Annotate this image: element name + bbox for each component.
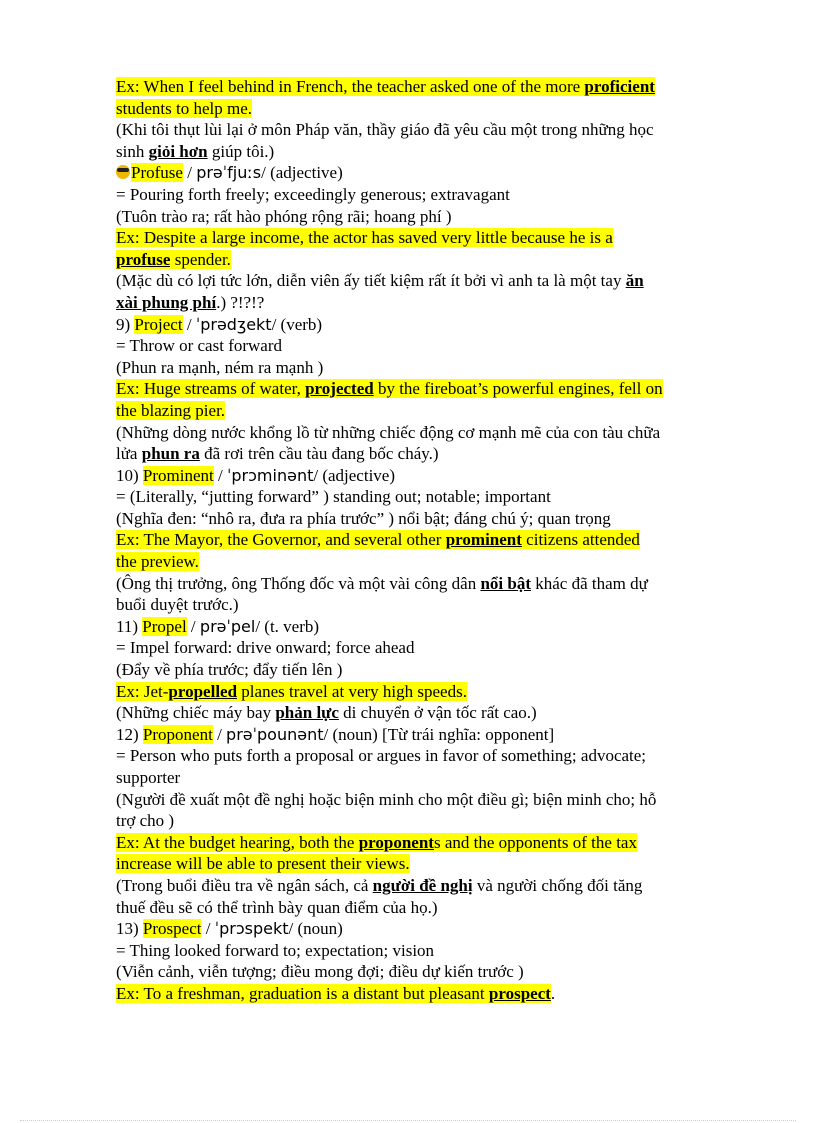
text-line <box>116 184 741 206</box>
text-line <box>116 227 741 249</box>
text-segment: / (noun) [Từ trái nghĩa: opponent] <box>323 724 555 744</box>
text-segment: = Person who puts forth a proposal or argues in favor of something; advocate; <box>116 746 647 766</box>
text-segment: . <box>550 983 556 1003</box>
text-segment: (Nghĩa đen: “nhô ra, đưa ra phía trước” ) nổi bật; đáng chú ý; quan trọng <box>116 508 611 528</box>
text-segment: Ex: At the budget hearing, both the <box>116 832 359 852</box>
text-line <box>116 724 741 746</box>
keyword-text: xài phung phí <box>116 292 217 312</box>
text-line <box>116 119 741 141</box>
keyword-text: người đề nghị <box>372 875 473 895</box>
keyword-text: prospect <box>488 983 551 1003</box>
text-segment: spender. <box>170 249 231 269</box>
text-segment: = Impel forward: drive onward; force ahead <box>116 638 415 658</box>
text-segment: 10) <box>116 465 143 485</box>
text-segment: Proponent <box>142 724 213 744</box>
text-segment: khác đã tham dự <box>531 573 648 593</box>
keyword-text: phun ra <box>141 444 200 464</box>
text-segment: 13) <box>116 919 143 939</box>
text-line <box>116 249 741 271</box>
keyword-text: profuse <box>116 249 171 269</box>
text-segment: giúp tôi.) <box>207 141 275 161</box>
text-segment: / <box>182 163 197 183</box>
text-segment: (Viễn cảnh, viễn tượng; điều mong đợi; điều dự kiến trước ) <box>116 962 524 982</box>
text-line <box>116 594 741 616</box>
text-segment: supporter <box>116 768 181 787</box>
text-line <box>116 486 741 508</box>
text-segment: và người chống đối tăng <box>472 875 643 895</box>
text-line <box>116 76 741 98</box>
text-line <box>116 983 741 1005</box>
text-segment: / (noun) <box>288 919 343 939</box>
text-line <box>116 292 741 314</box>
text-segment: Ex: When I feel behind in French, the teacher asked one of the more <box>116 77 585 96</box>
text-segment: = Pouring forth freely; exceedingly generous; extravagant <box>116 184 510 204</box>
text-segment: Profuse <box>131 163 183 183</box>
text-segment: thuế đều sẽ có thể trình bày quan điểm của họ.) <box>116 897 438 917</box>
text-segment: buổi duyệt trước.) <box>116 595 239 615</box>
text-segment: / <box>201 919 215 939</box>
text-segment: = Throw or cast forward <box>116 336 282 356</box>
text-segment: 12) <box>116 724 143 744</box>
text-line <box>116 529 741 551</box>
text-segment: Ex: Huge streams of water, <box>116 379 306 399</box>
text-line <box>116 637 741 659</box>
keyword-text: nổi bật <box>480 573 531 593</box>
text-segment: Project <box>134 314 183 334</box>
text-segment: (Những chiếc máy bay <box>116 703 276 723</box>
text-line <box>116 357 741 379</box>
text-segment: by the fireboat’s powerful engines, fell on <box>373 379 663 399</box>
text-line <box>116 810 741 832</box>
text-line <box>116 141 741 163</box>
text-line <box>116 745 741 767</box>
text-segment: increase will be able to present their views. <box>116 854 410 874</box>
document-body <box>116 76 741 1005</box>
text-segment: Propel <box>142 616 187 636</box>
text-segment: (Ông thị trưởng, ông Thống đốc và một vài công dân <box>116 573 481 593</box>
keyword-text: projected <box>305 379 374 399</box>
text-line <box>116 681 741 703</box>
keyword-text: prominent <box>445 530 522 550</box>
text-line <box>116 702 741 724</box>
text-segment: Prominent <box>142 465 214 485</box>
text-line <box>116 378 741 400</box>
pronunciation-text: ˈprədʒekt <box>195 314 272 334</box>
text-line <box>116 767 741 789</box>
text-line <box>116 508 741 530</box>
pronunciation-text: prəˈpel <box>199 616 256 636</box>
text-segment: di chuyển ở vận tốc rất cao.) <box>338 703 537 723</box>
text-segment: students to help me. <box>116 98 252 118</box>
text-line <box>116 206 741 228</box>
text-segment: trợ cho ) <box>116 811 175 831</box>
text-segment: (Mặc dù có lợi tức lớn, diễn viên ấy tiết kiệm rất ít bởi vì anh ta là một tay <box>116 271 626 291</box>
text-segment: (Những dòng nước khổng lồ từ những chiếc động cơ mạnh mẽ của con tàu chữa <box>116 422 661 442</box>
text-segment: s and the opponents of the tax <box>433 832 637 852</box>
text-line <box>116 789 741 811</box>
text-line <box>116 918 741 940</box>
text-line <box>116 422 741 444</box>
text-line <box>116 573 741 595</box>
text-segment: (Tuôn trào ra; rất hào phóng rộng rãi; hoang phí ) <box>116 206 452 226</box>
text-line <box>116 832 741 854</box>
pronunciation-text: prəˈfjuːs <box>196 163 262 183</box>
keyword-text: giỏi hơn <box>148 141 208 161</box>
text-line <box>116 400 741 422</box>
text-segment: 9) <box>116 314 135 334</box>
text-line <box>116 940 741 962</box>
text-line <box>116 897 741 919</box>
text-segment: Ex: To a freshman, graduation is a distant but pleasant <box>116 983 489 1003</box>
text-line <box>116 875 741 897</box>
text-segment: lửa <box>116 444 142 464</box>
text-segment: / (t. verb) <box>255 616 320 636</box>
text-line <box>116 465 741 487</box>
text-segment: = (Literally, “jutting forward” ) standing out; notable; important <box>116 487 551 507</box>
pronunciation-text: prəˈpounənt <box>226 724 324 744</box>
text-segment: Ex: Jet- <box>116 681 169 701</box>
text-segment: / (adjective) <box>261 163 343 183</box>
text-segment: the blazing pier. <box>116 400 226 420</box>
text-segment: (Người đề xuất một đề nghị hoặc biện minh cho một điều gì; biện minh cho; hỗ <box>116 789 657 809</box>
text-line <box>116 270 741 292</box>
text-segment: planes travel at very high speeds. <box>237 681 467 701</box>
text-line <box>116 616 741 638</box>
text-line <box>116 335 741 357</box>
text-segment: đã rơi trên cầu tàu đang bốc cháy.) <box>199 444 439 464</box>
text-segment: Ex: The Mayor, the Governor, and several other <box>116 530 446 550</box>
text-line <box>116 659 741 681</box>
pronunciation-text: ˈprɔspekt <box>214 919 289 939</box>
text-segment: (Khi tôi thụt lùi lại ở môn Pháp văn, thầy giáo đã yêu cầu một trong những học <box>116 120 654 140</box>
text-segment: (Phun ra mạnh, ném ra mạnh ) <box>116 357 324 377</box>
text-segment: / <box>186 616 200 636</box>
text-segment: Prospect <box>142 919 202 939</box>
text-segment: (Đẩy về phía trước; đẩy tiến lên ) <box>116 660 343 680</box>
text-line <box>116 853 741 875</box>
text-segment: / <box>212 724 227 744</box>
text-segment: .) ?!?!? <box>216 292 265 312</box>
keyword-text: proficient <box>584 77 655 96</box>
text-segment: sinh <box>116 141 149 161</box>
text-segment: Ex: Despite a large income, the actor has saved very little because he is a <box>116 228 613 248</box>
text-line <box>116 314 741 336</box>
smiling-face-with-sunglasses-icon <box>116 165 130 179</box>
keyword-text: phản lực <box>275 703 339 723</box>
text-segment: = Thing looked forward to; expectation; vision <box>116 940 435 960</box>
text-line <box>116 961 741 983</box>
page-bottom-divider <box>20 1120 796 1121</box>
text-segment: 11) <box>116 616 143 636</box>
text-segment: / <box>213 465 227 485</box>
text-line <box>116 443 741 465</box>
text-line <box>116 551 741 573</box>
text-segment: the preview. <box>116 552 199 572</box>
keyword-text: proponent <box>358 832 434 852</box>
text-line <box>116 98 741 120</box>
text-segment: citizens attended <box>521 530 640 550</box>
keyword-text: propelled <box>168 681 238 701</box>
text-segment: (Trong buổi điều tra về ngân sách, cả <box>116 875 373 895</box>
pronunciation-text: ˈprɔminənt <box>227 465 314 485</box>
text-segment: / <box>182 314 196 334</box>
keyword-text: ăn <box>625 271 644 291</box>
text-line <box>116 162 741 184</box>
text-segment: / (verb) <box>271 314 323 334</box>
text-segment: / (adjective) <box>313 465 396 485</box>
